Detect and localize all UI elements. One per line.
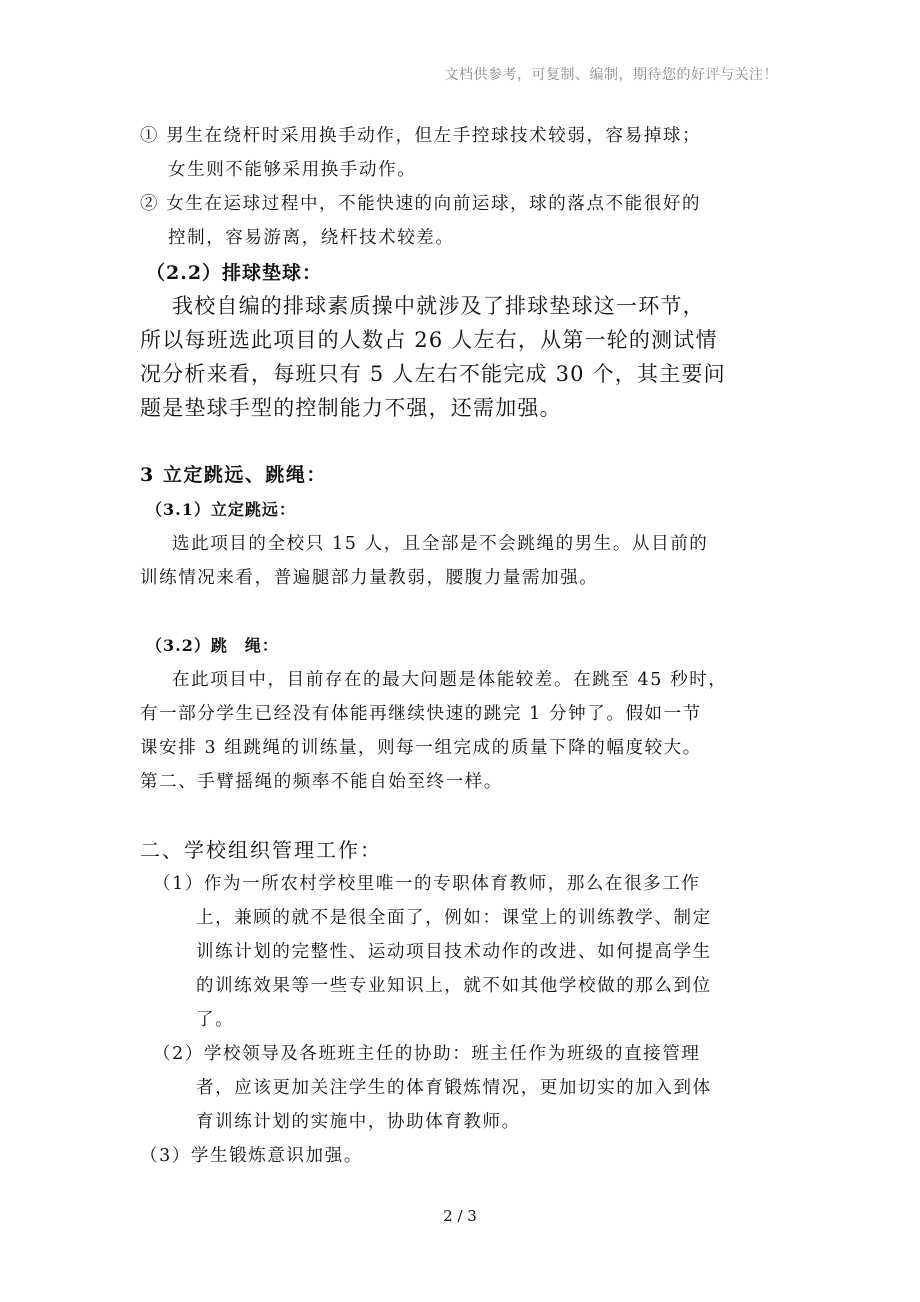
section-3-2-title: （3.2）跳 绳： — [146, 636, 279, 655]
mgmt-item-1-line-3: 训练计划的完整性、运动项目技术动作的改进、如何提高学生 — [196, 942, 712, 962]
management-section-title: 二、学校组织管理工作： — [140, 838, 382, 862]
paragraph-3-2-line-4: 第二、手臂摇绳的频率不能自始至终一样。 — [140, 772, 503, 792]
paragraph-3-1-line-2: 训练情况来看，普遍腿部力量教弱，腰腹力量需加强。 — [140, 568, 599, 588]
mgmt-item-3-line-1: （3）学生锻炼意识加强。 — [140, 1146, 363, 1166]
paragraph-2-2-line-1: 我校自编的排球素质操中就涉及了排球垫球这一环节， — [172, 294, 705, 318]
bullet-item-1-line-2: 女生则不能够采用换手动作。 — [168, 160, 417, 180]
paragraph-2-2-line-4: 题是垫球手型的控制能力不强，还需加强。 — [140, 396, 562, 420]
section-2-2-title: （2.2）排球垫球： — [146, 262, 323, 284]
mgmt-item-1-line-5: 了。 — [196, 1010, 235, 1030]
paragraph-3-1-line-1: 选此项目的全校只 15 人，且全部是不会跳绳的男生。从目前的 — [172, 534, 709, 554]
paragraph-3-2-line-1: 在此项目中，目前存在的最大问题是体能较差。在跳至 45 秒时， — [172, 670, 728, 690]
paragraph-3-2-line-2: 有一部分学生已经没有体能再继续快速的跳完 1 分钟了。假如一节 — [140, 704, 702, 724]
mgmt-item-2-line-2: 者，应该更加关注学生的体育锻炼情况，更加切实的加入到体 — [196, 1078, 712, 1098]
mgmt-item-1-line-4: 的训练效果等一些专业知识上，就不如其他学校做的那么到位 — [196, 976, 712, 996]
header-note: 文档供参考，可复制、编制，期待您的好评与关注！ — [444, 67, 778, 83]
section-3-1-title: （3.1）立定跳远： — [146, 500, 296, 519]
paragraph-2-2-line-2: 所以每班选此项目的人数占 26 人左右，从第一轮的测试情 — [140, 328, 718, 352]
paragraph-2-2-line-3: 况分析来看，每班只有 5 人左右不能完成 30 个，其主要问 — [140, 362, 726, 386]
section-3-title: 3 立定跳远、跳绳： — [140, 464, 327, 486]
paragraph-3-2-line-3: 课安排 3 组跳绳的训练量，则每一组完成的质量下降的幅度较大。 — [140, 738, 702, 758]
mgmt-item-2-line-3: 育训练计划的实施中，协助体育教师。 — [196, 1112, 521, 1132]
mgmt-item-2-line-1: （2）学校领导及各班班主任的协助：班主任作为班级的直接管理 — [153, 1044, 701, 1064]
mgmt-item-1-line-1: （1）作为一所农村学校里唯一的专职体育教师，那么在很多工作 — [153, 874, 701, 894]
bullet-item-2-line-2: 控制，容易游离，绕杆技术较差。 — [168, 228, 455, 248]
mgmt-item-1-line-2: 上，兼顾的就不是很全面了，例如：课堂上的训练教学、制定 — [196, 908, 712, 928]
bullet-item-1-line-1: ① 男生在绕杆时采用换手动作，但左手控球技术较弱，容易掉球； — [140, 126, 702, 146]
page-number: 2 / 3 — [443, 1207, 477, 1225]
bullet-item-2-line-1: ② 女生在运球过程中，不能快速的向前运球，球的落点不能很好的 — [140, 194, 702, 214]
